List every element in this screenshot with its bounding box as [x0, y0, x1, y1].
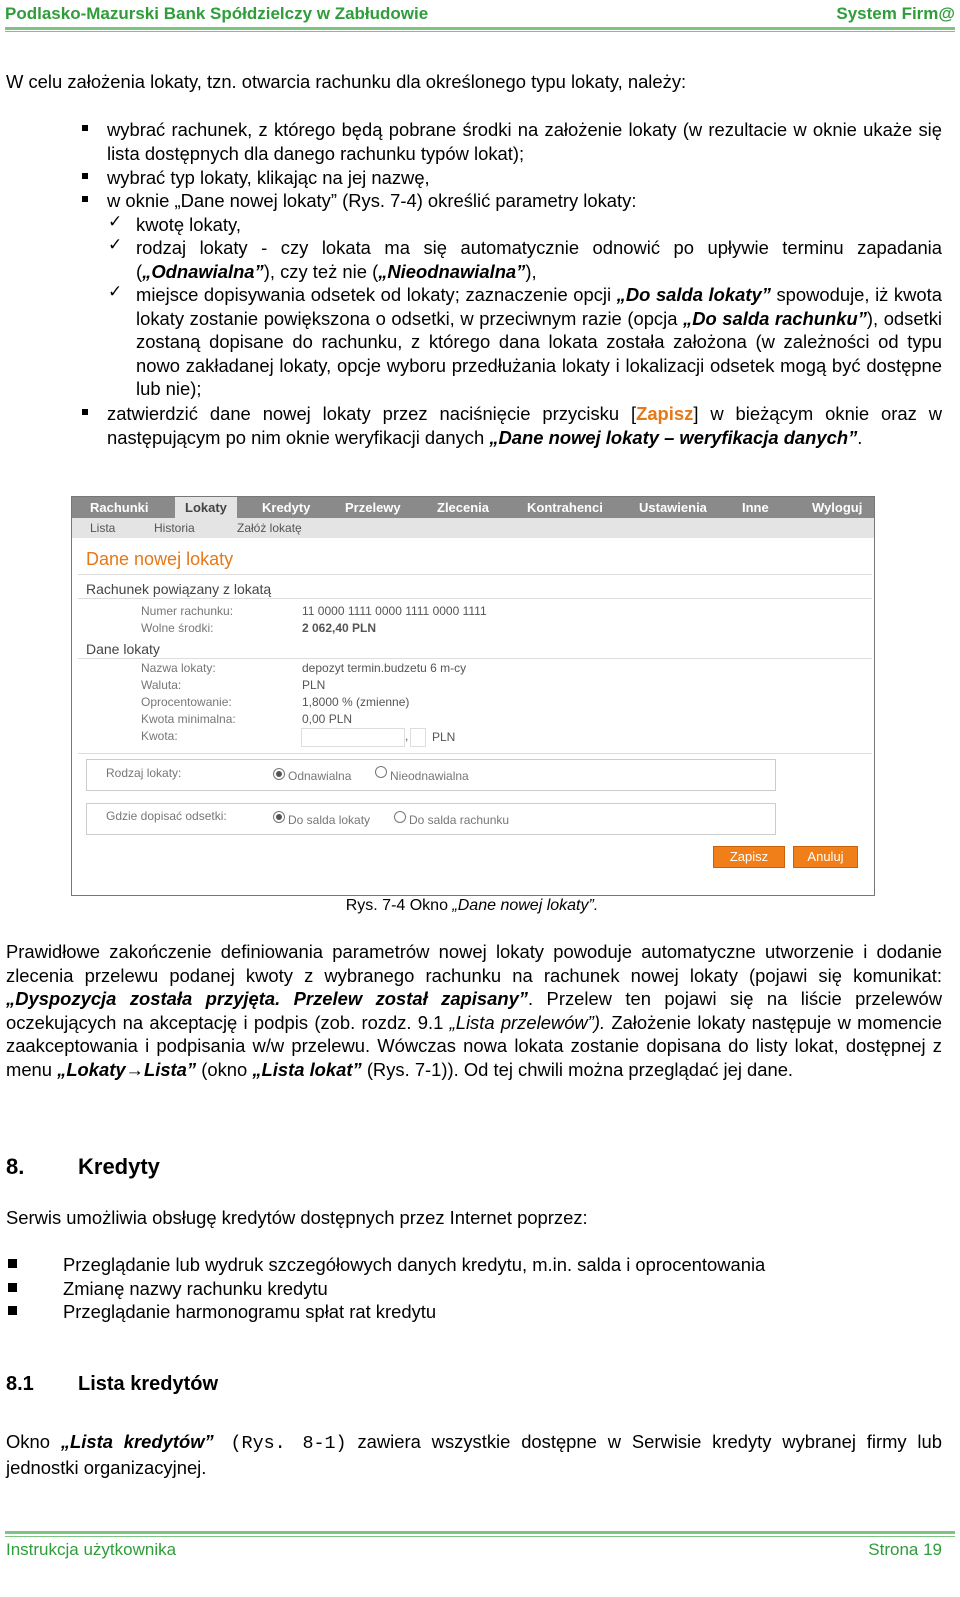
- check-item: kwotę lokaty,: [136, 214, 241, 235]
- check-icon: ✓: [108, 235, 123, 254]
- deposit-kind-label: Rodzaj lokaty:: [106, 766, 182, 780]
- deposit-kind-box: [86, 759, 776, 791]
- intro-paragraph: W celu założenia lokaty, tzn. otwarcia rachunku dla określonego typu lokaty, należy:: [6, 71, 687, 92]
- save-button[interactable]: Zapisz: [713, 846, 785, 868]
- amount-label: Kwota:: [141, 729, 178, 743]
- nav-kredyty[interactable]: Kredyty: [262, 500, 311, 515]
- footer-rule-thin: [5, 1536, 955, 1537]
- sub-zaloz-lokate[interactable]: Załóż lokatę: [237, 521, 302, 535]
- check-icon: ✓: [108, 282, 123, 301]
- radio-do-salda-lokaty[interactable]: [273, 811, 285, 823]
- divider: [78, 753, 872, 754]
- currency-label: Waluta:: [141, 678, 182, 692]
- bullet-item: wybrać typ lokaty, klikając na jej nazwę,: [107, 167, 430, 188]
- heading-8-1: 8.1 Lista kredytów: [6, 1373, 219, 1395]
- check-icon: ✓: [108, 212, 123, 231]
- radio-odnawialna[interactable]: [273, 768, 285, 780]
- nav-przelewy[interactable]: Przelewy: [345, 500, 401, 515]
- radio-odnawialna-label: Odnawialna: [288, 769, 352, 783]
- nav-inne[interactable]: Inne: [742, 500, 769, 515]
- free-funds-value: 2 062,40 PLN: [302, 621, 377, 635]
- interest-label: Oprocentowanie:: [141, 695, 232, 709]
- amount-input[interactable]: [301, 728, 405, 747]
- screen-title: Dane nowej lokaty: [86, 549, 234, 569]
- sub-lista[interactable]: Lista: [90, 521, 116, 535]
- sub-historia[interactable]: Historia: [154, 521, 195, 535]
- footer-doc-title: Instrukcja użytkownika: [6, 1540, 177, 1559]
- bullet-marker: [82, 173, 88, 179]
- square-bullet: [8, 1283, 17, 1292]
- figure-caption: Rys. 7-4 Okno „Dane nowej lokaty”.: [345, 897, 599, 914]
- interest-value: 1,8000 % (zmienne): [302, 695, 410, 709]
- bullet-item: wybrać rachunek, z którego będą pobrane środki na założenie lokaty (w rezultacie w oknie ukaże się lista dostępnych dla danego rachunku typów lokat);: [107, 119, 942, 164]
- nav-wyloguj[interactable]: Wyloguj: [812, 500, 863, 515]
- amount-decimal-input[interactable]: [410, 728, 426, 747]
- sub-nav: [72, 518, 874, 538]
- credit-list-item: Zmianę nazwy rachunku kredytu: [63, 1278, 328, 1299]
- account-number-value: 11 0000 1111 0000 1111 0000 1111: [302, 604, 487, 618]
- header-rule-thin: [5, 31, 955, 32]
- radio-do-salda-rachunku-label: Do salda rachunku: [409, 813, 510, 827]
- divider: [78, 574, 872, 575]
- min-amount-label: Kwota minimalna:: [141, 712, 236, 726]
- amount-currency: PLN: [432, 730, 456, 744]
- credit-list-item: Przeglądanie lub wydruk szczegółowych danych kredytu, m.in. salda i oprocentowania: [63, 1254, 766, 1275]
- header-rule: [5, 27, 955, 30]
- square-bullet: [8, 1306, 17, 1315]
- square-bullet: [8, 1259, 17, 1268]
- check-item: rodzaj lokaty - czy lokata ma się automatycznie odnowić po upływie terminu zapadania („Odnawialna”), czy też nie („Nieodnawialna”),: [136, 237, 942, 282]
- header-system-name: System Firm@: [836, 4, 955, 23]
- header-bank-name: Podlasko-Mazurski Bank Spółdzielczy w Zabłudowie: [5, 4, 429, 23]
- footer-page-number: Strona 19: [868, 1540, 942, 1559]
- paragraph-deposit-completion: Prawidłowe zakończenie definiowania parametrów nowej lokaty powoduje automatyczne utworzenie i dodanie zlecenia przelewu podanej kwoty z wybranego rachunku na rachunek nowej lokaty (pojawi się komunikat: „Dyspozycja została przyjęta. Przelew został zapisany”. Przelew ten pojawi się na liście przelewów oczekujących na akceptację i podpis (zob. rozdz. 9.1 „Lista przelewów”). Założenie lokaty następuje w momencie zaakceptowania i podpisania w/w przelewu. Wówczas nowa lokata zostanie dopisana do listy lokat, dostępnej z menu „Lokaty→Lista” (okno „Lista lokat” (Rys. 7-1)). Od tej chwili można przeglądać jej dane.: [6, 941, 942, 1080]
- currency-value: PLN: [302, 678, 326, 692]
- footer-rule: [5, 1531, 955, 1534]
- bullet-marker: [82, 196, 88, 202]
- nav-kontrahenci[interactable]: Kontrahenci: [527, 500, 603, 515]
- free-funds-label: Wolne środki:: [141, 621, 214, 635]
- section-deposit-data: Dane lokaty: [86, 641, 160, 657]
- interest-target-label: Gdzie dopisać odsetki:: [106, 809, 227, 823]
- nav-lokaty[interactable]: Lokaty: [175, 497, 237, 518]
- radio-nieodnawialna-label: Nieodnawialna: [390, 769, 469, 783]
- divider: [78, 658, 872, 659]
- paragraph-credit-list: Okno „Lista kredytów” (Rys. 8-1) zawiera wszystkie dostępne w Serwisie kredyty wybranej firmy lub jednostki organizacyjnej.: [6, 1431, 942, 1478]
- interest-target-box: [86, 803, 776, 835]
- divider: [78, 598, 872, 599]
- deposit-name-value: depozyt termin.budzetu 6 m-cy: [302, 661, 467, 675]
- radio-nieodnawialna[interactable]: [375, 766, 387, 778]
- amount-separator: ,: [405, 729, 409, 743]
- heading-8: 8. Kredyty: [6, 1154, 160, 1179]
- nav-rachunki[interactable]: Rachunki: [90, 500, 149, 515]
- nav-zlecenia[interactable]: Zlecenia: [437, 500, 490, 515]
- bullet-item: w oknie „Dane nowej lokaty” (Rys. 7-4) określić parametry lokaty:: [107, 190, 637, 211]
- paragraph-credits-intro: Serwis umożliwia obsługę kredytów dostępnych przez Internet poprzez:: [6, 1207, 588, 1228]
- deposit-name-label: Nazwa lokaty:: [141, 661, 216, 675]
- bullet-item: zatwierdzić dane nowej lokaty przez naciśnięcie przycisku [Zapisz] w bieżącym oknie oraz w następującym po nim oknie weryfikacji danych „Dane nowej lokaty – weryfikacja danych”.: [107, 403, 942, 448]
- account-number-label: Numer rachunku:: [141, 604, 234, 618]
- bullet-marker: [82, 409, 88, 415]
- cancel-button[interactable]: Anuluj: [793, 846, 858, 868]
- radio-do-salda-rachunku[interactable]: [394, 811, 406, 823]
- credit-list-item: Przeglądanie harmonogramu spłat rat kredytu: [63, 1301, 437, 1322]
- section-linked-account: Rachunek powiązany z lokatą: [86, 581, 272, 597]
- main-nav: [72, 497, 874, 518]
- min-amount-value: 0,00 PLN: [302, 712, 353, 726]
- page-footer: [6, 1540, 942, 1560]
- bullet-marker: [82, 125, 88, 131]
- check-item: miejsce dopisywania odsetek od lokaty; zaznaczenie opcji „Do salda lokaty” spowoduje, iż kwota lokaty zostanie powiększona o odsetki, w przeciwnym razie (opcja „Do salda rachunku”), odsetki zostaną dopisane do rachunku, z którego dana lokata została założona (w zależności od typu nowo zakładanej lokaty, opcje wyboru przedłużania lokaty i lokalizacji odsetek mogą być dostępne lub nie);: [136, 284, 942, 400]
- nav-ustawienia[interactable]: Ustawienia: [639, 500, 707, 515]
- radio-do-salda-lokaty-label: Do salda lokaty: [288, 813, 371, 827]
- screenshot-dane-nowej-lokaty: [71, 496, 875, 896]
